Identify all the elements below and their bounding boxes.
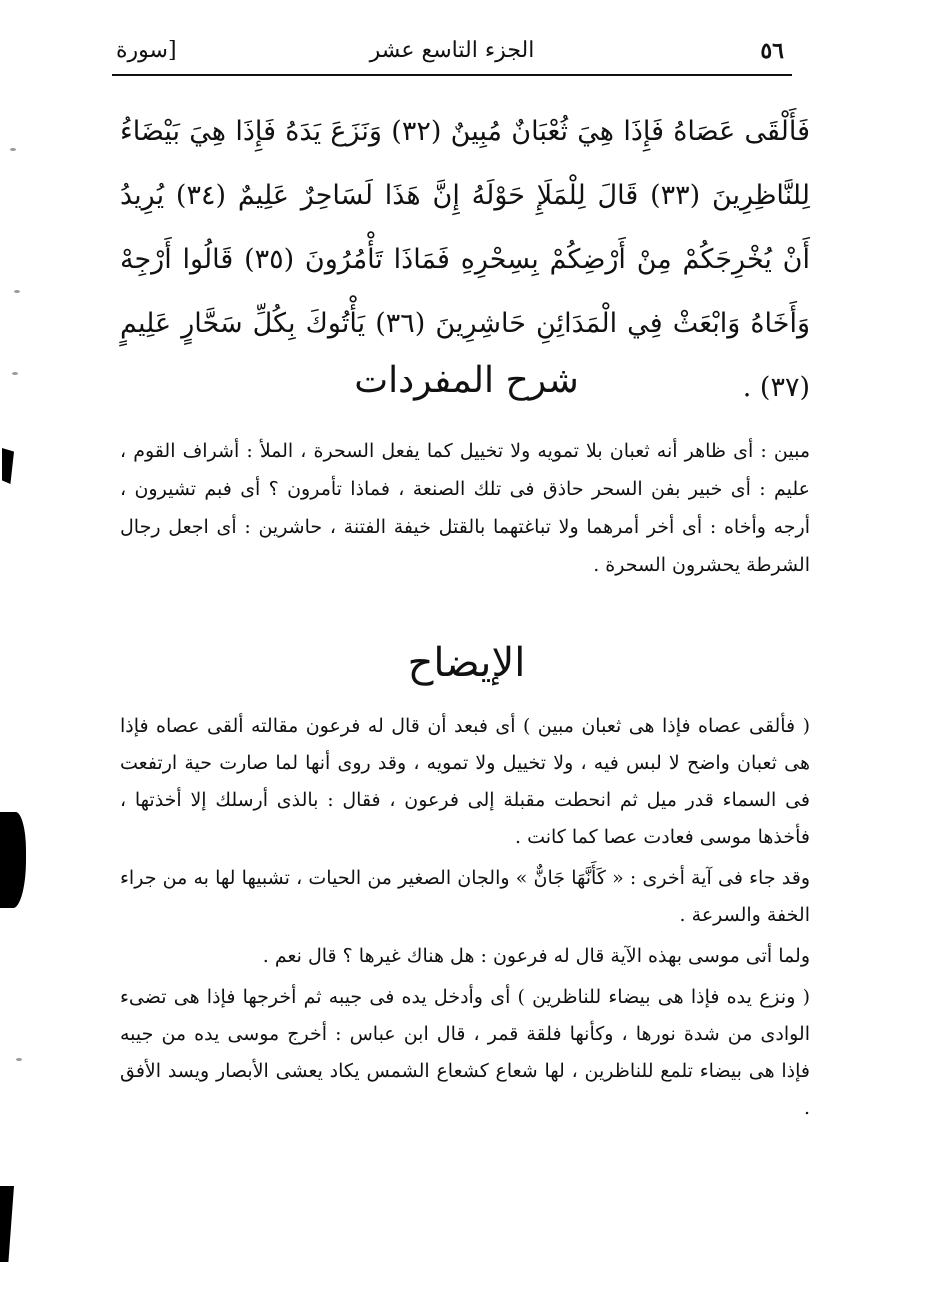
page-header xyxy=(112,30,792,76)
scan-speck xyxy=(16,1058,22,1061)
scan-speck xyxy=(10,148,16,151)
scan-mark xyxy=(0,812,26,908)
vocab-heading: شرح المفردات xyxy=(354,360,579,401)
scan-mark xyxy=(0,1186,14,1262)
explain-heading: الإيضاح xyxy=(407,640,526,686)
explain-paragraph: ولما أتى موسى بهذه الآية قال له فرعون : هل هناك غيرها ؟ قال نعم . xyxy=(262,945,810,967)
scan-mark xyxy=(2,448,14,484)
explain-paragraph: ( فألقى عصاه فإذا هى ثعبان مبين ) أى فبعد أن قال له فرعون مقالته ألقى عصاه فإذا هى ثعبان واضح لا لبس فيه ، ولا تخييل ولا تمويه ، وقد روى أنها لما صارت حية ارتفعت فى السماء قدر ميل ثم انحطت مقبلة إلى فرعون ، فقال : بالذى أرسلك إلا أخذتها ، فأخذها موسى فعادت عصا كما كانت . xyxy=(120,715,810,848)
explanation-body xyxy=(120,708,810,1127)
scan-speck xyxy=(12,372,18,375)
vocab-text: مبين : أى ظاهر أنه ثعبان بلا تمويه ولا تخييل كما يفعل السحرة ، الملأ : أشراف القوم ، عليم : أى خبير بفن السحر حاذق فى تلك الصنعة ، فماذا تأمرون ؟ أى فبم تشيرون ، أرجه وأخاه : أى أخر أمرهما ولا تباغتهما بالقتل خيفة الفتنة ، حاشرين : أى اجعل رجال الشرطة يحشرون السحرة . xyxy=(120,440,810,576)
surah-label: [سورة xyxy=(116,38,177,63)
scan-speck xyxy=(14,290,20,293)
explain-paragraph: ( ونزع يده فإذا هى بيضاء للناظرين ) أى وأدخل يده فى جيبه ثم أخرجها فإذا هى تضىء الوادى من شدة نورها ، وكأنها فلقة قمر ، قال ابن عباس : أخرج موسى يده من جيبه فإذا هى بيضاء تلمع للناظرين ، لها شعاع كشعاع الشمس يكاد يعشى الأبصار ويسد الأفق . xyxy=(120,986,810,1119)
explain-paragraph: وقد جاء فى آية أخرى : « كَأَنَّهَا جَانٌّ » والجان الصغير من الحيات ، تشبيها لها به من جراء الخفة والسرعة . xyxy=(120,867,810,926)
page-number: ٥٦ xyxy=(760,38,784,64)
part-title: الجزء التاسع عشر xyxy=(369,38,535,63)
quran-verses: فَأَلْقَى عَصَاهُ فَإِذَا هِيَ ثُعْبَانٌ مُبِينٌ (٣٢) وَنَزَعَ يَدَهُ فَإِذَا هِيَ بَيْضَاءُ لِلنَّاظِرِينَ (٣٣) قَالَ لِلْمَلَإِ حَوْلَهُ إِنَّ هَذَا لَسَاحِرٌ عَلِيمٌ (٣٤) يُرِيدُ أَنْ يُخْرِجَكُمْ مِنْ أَرْضِكُمْ بِسِحْرِهِ فَمَاذَا تَأْمُرُونَ (٣٥) قَالُوا أَرْجِهْ وَأَخَاهُ وَابْعَثْ فِي الْمَدَائِنِ حَاشِرِينَ (٣٦) يَأْتُوكَ بِكُلِّ سَحَّارٍ عَلِيمٍ (٣٧) . xyxy=(120,116,810,403)
